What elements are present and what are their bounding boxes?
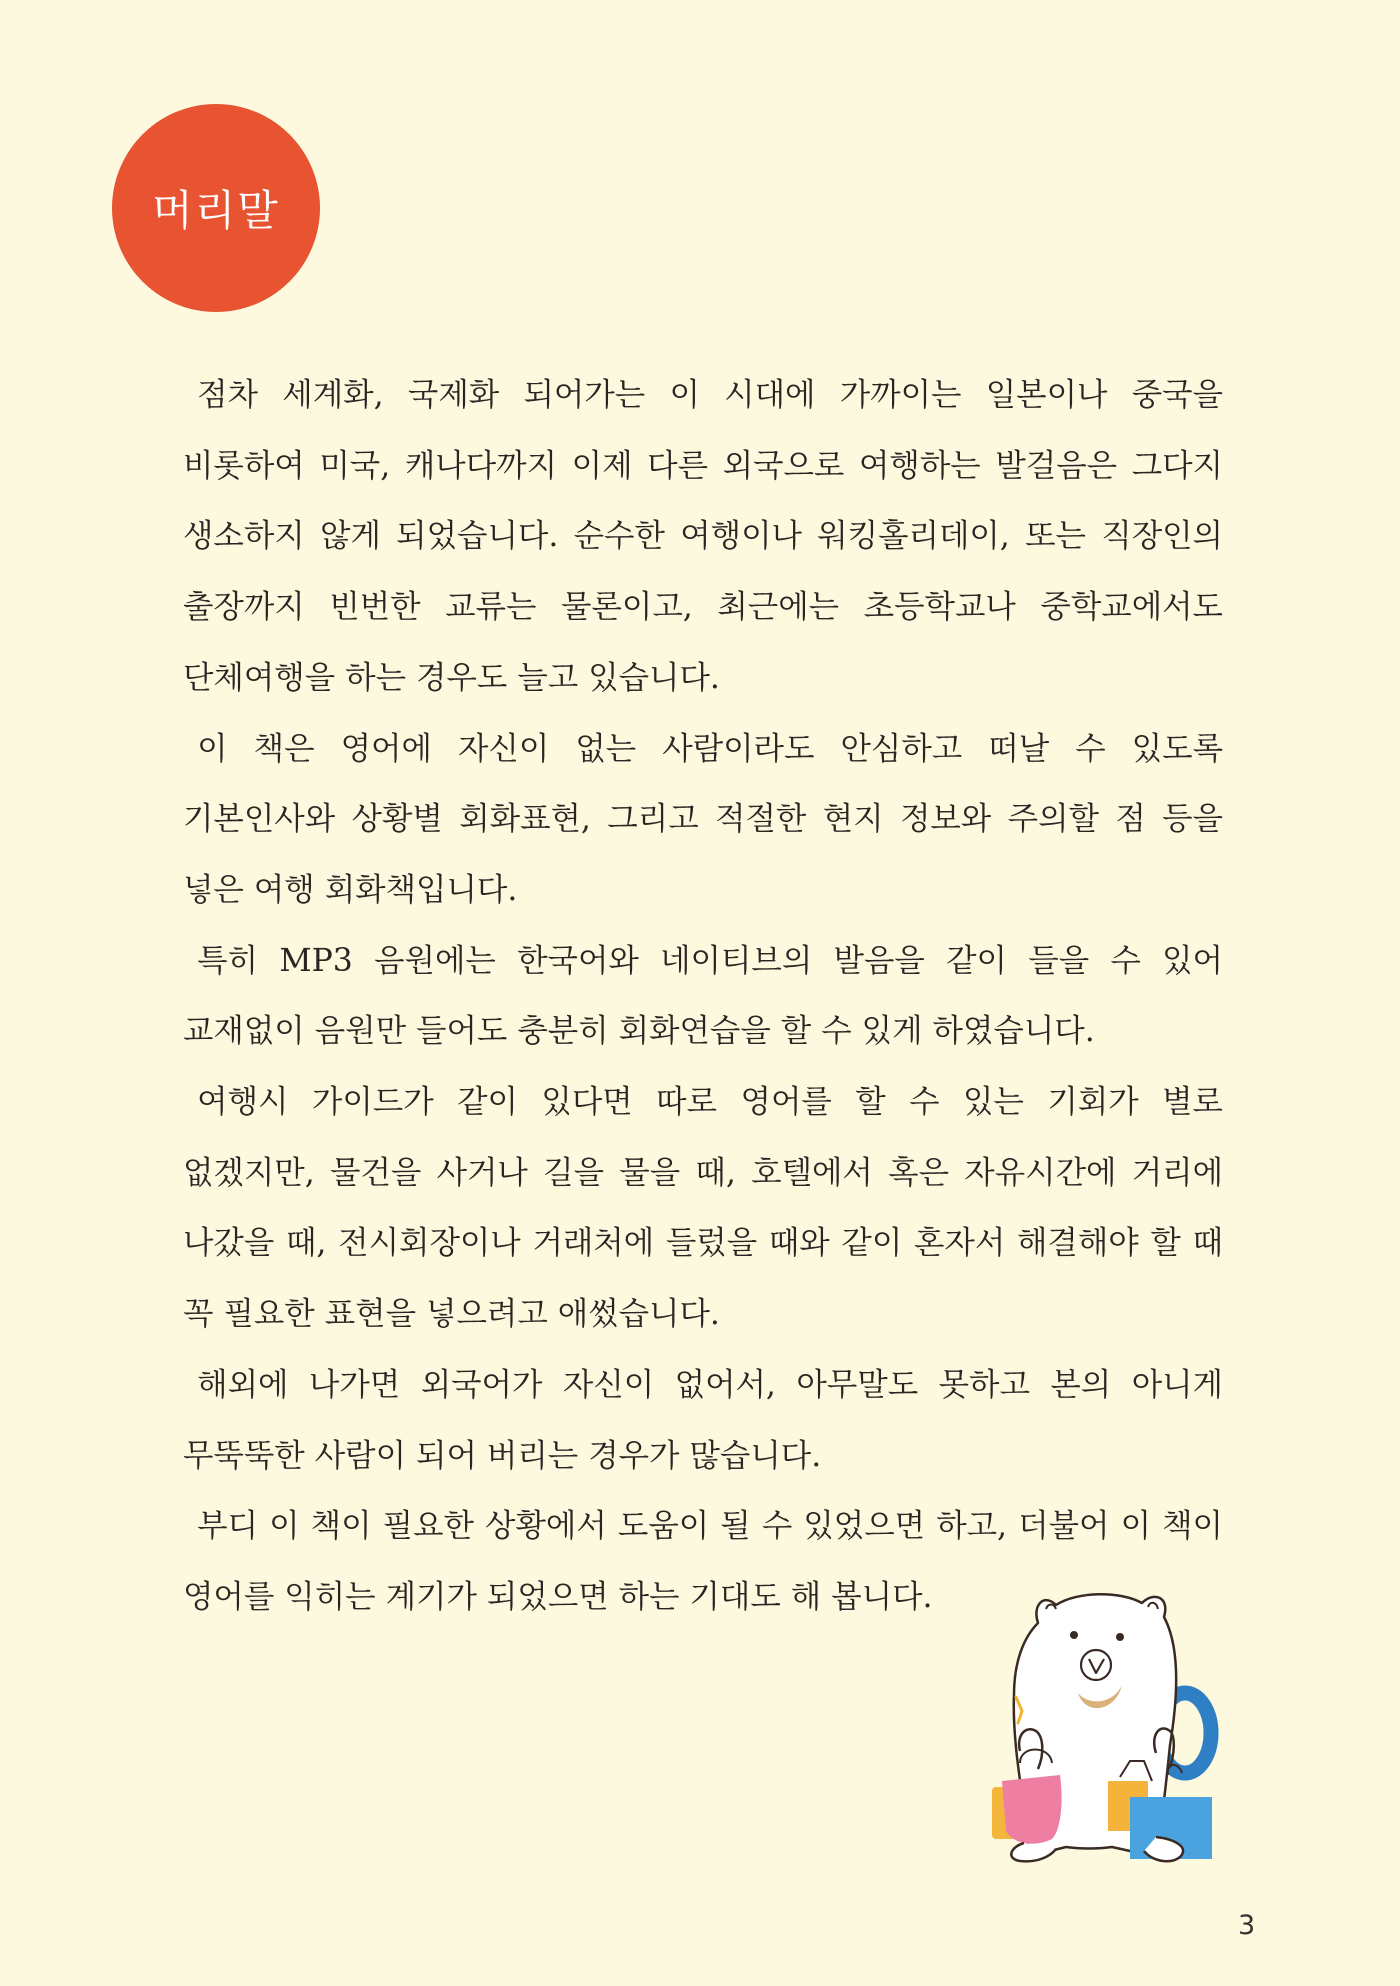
paragraph-5: 해외에 나가면 외국어가 자신이 없어서, 아무말도 못하고 본의 아니게 무뚝뚝한 사람이 되어 버리는 경우가 많습니다. bbox=[183, 1366, 1223, 1474]
bear-illustration bbox=[980, 1585, 1240, 1885]
preface-body bbox=[183, 360, 1223, 1633]
paragraph-4: 여행시 가이드가 같이 있다면 따로 영어를 할 수 있는 기회가 별로 없겠지만, 물건을 사거나 길을 물을 때, 호텔에서 혹은 자유시간에 거리에 나갔을 때, 전시회장이나 거래처에 들렀을 때와 같이 혼자서 해결해야 할 때 꼭 필요한 표현을 넣으려고 애썼습니다. bbox=[183, 1084, 1223, 1333]
page-title: 머리말 bbox=[152, 186, 280, 235]
paragraph-2: 이 책은 영어에 자신이 없는 사람이라도 안심하고 떠날 수 있도록 기본인사와 상황별 회화표현, 그리고 적절한 현지 정보와 주의할 점 등을 넣은 여행 회화책입니다. bbox=[183, 730, 1223, 908]
title-badge bbox=[112, 104, 320, 312]
page-number: 3 bbox=[1238, 1910, 1256, 1941]
paragraph-6: 부디 이 책이 필요한 상황에서 도움이 될 수 있었으면 하고, 더불어 이 책이 영어를 익히는 계기가 되었으면 하는 기대도 해 봅니다. bbox=[183, 1508, 1223, 1615]
paragraph-3: 특히 MP3 음원에는 한국어와 네이티브의 발음을 같이 들을 수 있어 교재없이 음원만 들어도 충분히 회화연습을 할 수 있게 하였습니다. bbox=[183, 942, 1223, 1050]
paragraph-1: 점차 세계화, 국제화 되어가는 이 시대에 가까이는 일본이나 중국을 비롯하여 미국, 캐나다까지 이제 다른 외국으로 여행하는 발걸음은 그다지 생소하지 않게 되었습니다. 순수한 여행이나 워킹홀리데이, 또는 직장인의 출장까지 빈번한 교류는 물론이고, 최근에는 초등학교나 중학교에서도 단체여행을 하는 경우도 늘고 있습니다. bbox=[183, 377, 1223, 696]
bear-eye-left bbox=[1070, 1631, 1078, 1639]
bear-eye-right bbox=[1116, 1633, 1124, 1641]
